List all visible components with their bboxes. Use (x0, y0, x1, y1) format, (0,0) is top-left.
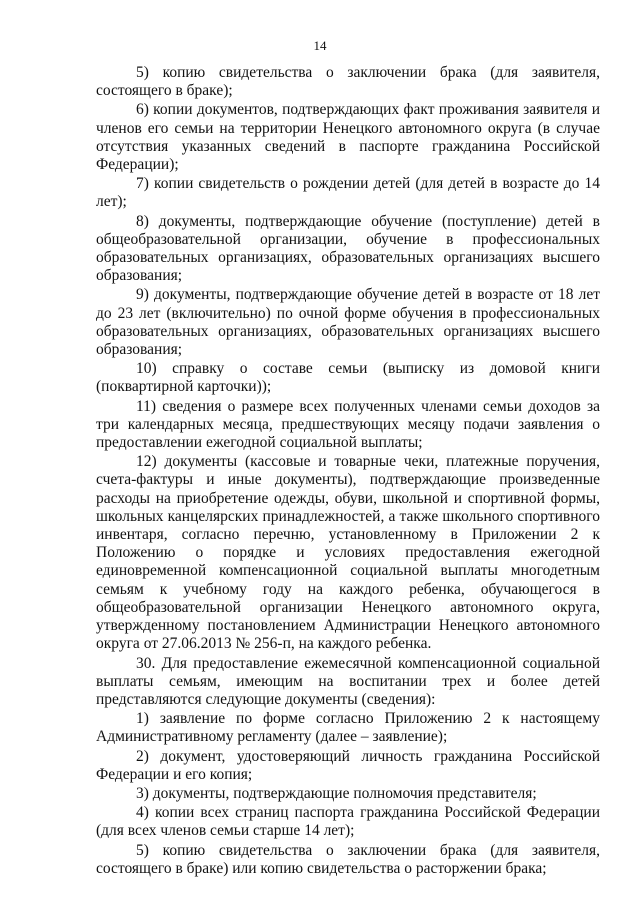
paragraph-item-5-marriage-divorce: 5) копию свидетельства о заключении брака (для заявителя, состоящего в браке) или копию свидетельства о расторжении брака; (96, 841, 600, 877)
paragraph-section-30: 30. Для предоставление ежемесячной компенсационной социальной выплаты семьям, имеющим на воспитании трех и более детей представляются следующие документы (сведения): (96, 654, 600, 708)
paragraph-item-3-representative: 3) документы, подтверждающие полномочия представителя; (136, 784, 537, 802)
paragraph-item-7-birth-certificates: 7) копии свидетельств о рождении детей (для детей в возрасте до 14 лет); (96, 175, 600, 211)
paragraph-item-10-family-composition: 10) справку о составе семьи (выписку из домовой книги (поквартирной карточки)); (96, 360, 600, 396)
document-body (96, 64, 600, 879)
paragraph-item-6-residence: 6) копии документов, подтверждающих факт проживания заявителя и членов его семьи на территории Ненецкого автономного округа (в случае отсутствия указанных сведений в паспорте гражданина Российской Федерации); (96, 101, 600, 174)
paragraph-item-11-income: 11) сведения о размере всех полученных членами семьи доходов за три календарных месяца, предшествующих месяцу подачи заявления о предоставлении ежегодной социальной выплаты; (96, 397, 600, 452)
paragraph-item-5-marriage: 5) копию свидетельства о заключении брака (для заявителя, состоящего в браке); (96, 64, 600, 100)
paragraph-item-1-application: 1) заявление по форме согласно Приложению 2 к настоящему Административному регламенту (далее – заявление); (96, 710, 600, 746)
paragraph-item-2-identity: 2) документ, удостоверяющий личность гражданина Российской Федерации и его копия; (96, 747, 600, 783)
page-number: 14 (313, 38, 327, 53)
paragraph-item-8-education: 8) документы, подтверждающие обучение (поступление) детей в общеобразовательной организации, обучение в профессиональных образовательных организациях, образовательных организациях высшего образования; (96, 212, 600, 285)
paragraph-item-12-expenses: 12) документы (кассовые и товарные чеки, платежные поручения, счета-фактуры и иные документы), подтверждающие произведенные расходы на приобретение одежды, обуви, школьной и спортивной формы, школьных канцелярских принадлежностей, а также школьного спортивного инвентаря, согласно перечню, установленному в Приложении 2 к Положению о порядке и условиях предоставления ежегодной единовременной компенсационной социальной выплаты многодетным семьям к учебному году на каждого ребенка, обучающегося в общеобразовательной организации Ненецкого автономного округа, утвержденному постановлением Администрации Ненецкого автономного округа от 27.06.2013 № 256-п, на каждого ребенка. (96, 453, 600, 653)
paragraph-item-4-passport: 4) копии всех страниц паспорта гражданина Российской Федерации (для всех членов семьи старше 14 лет); (96, 804, 600, 840)
paragraph-item-9-education-18-23: 9) документы, подтверждающие обучение детей в возрасте от 18 лет до 23 лет (включительно) по очной форме обучения в профессиональных образовательных организациях, образовательных организациях высшего образования; (96, 286, 600, 359)
